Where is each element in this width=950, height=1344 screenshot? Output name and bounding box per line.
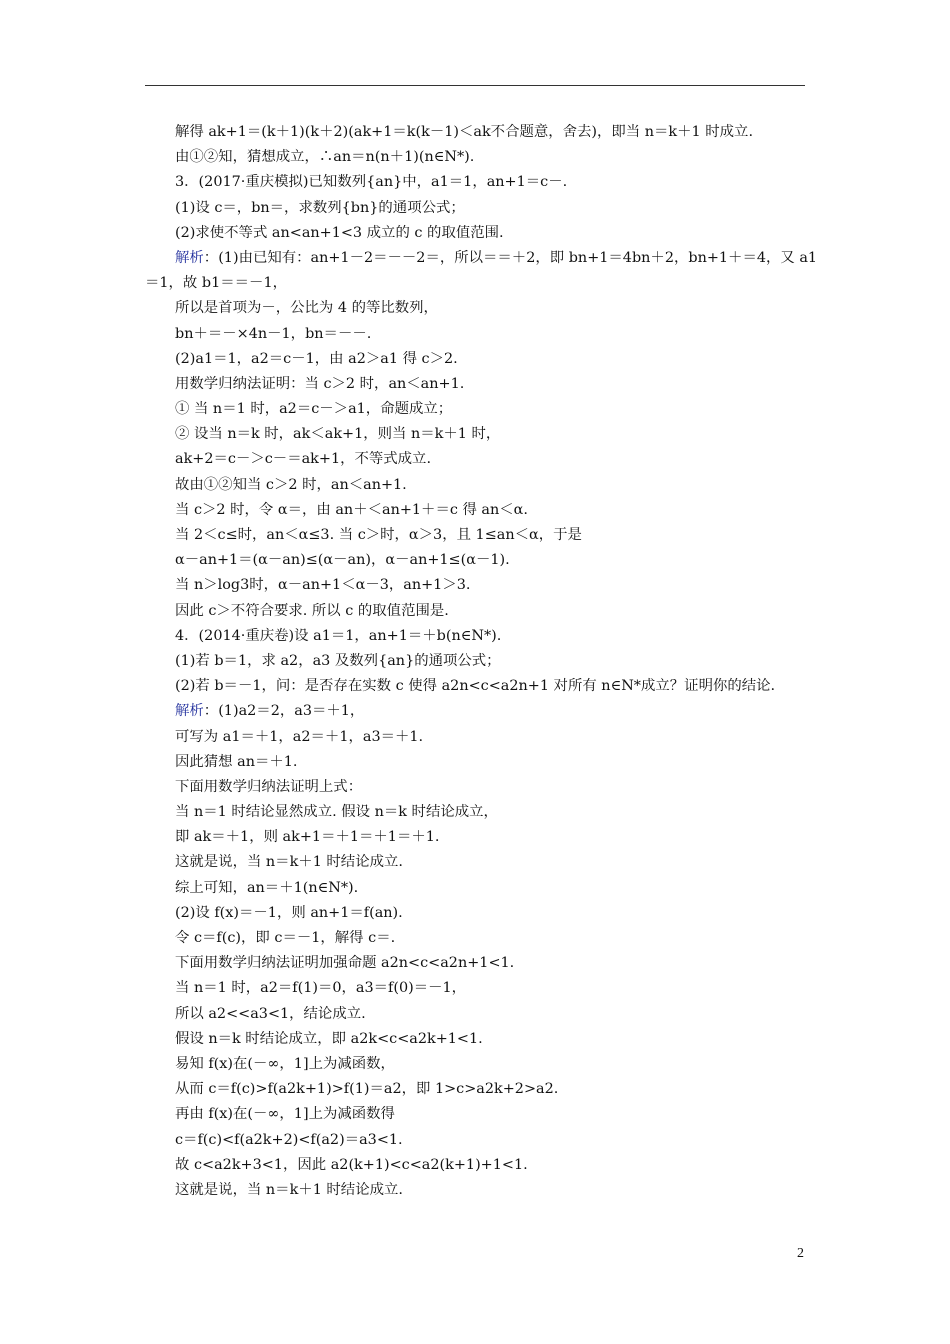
text-line: [145, 372, 807, 397]
text-line: [145, 1178, 807, 1203]
line-text: 当 n＞log3时，α－an+1＜α－3，an+1＞3.: [175, 577, 471, 594]
line-text: 4．(2014·重庆卷)设 a1＝1，an+1＝＋b(n∈N*).: [175, 627, 502, 644]
text-line: [145, 221, 807, 246]
line-text: ① 当 n＝1 时，a2＝c－＞a1，命题成立；: [175, 401, 453, 418]
text-line: [145, 926, 807, 951]
line-text: 易知 f(x)在(－∞，1]上为减函数，: [175, 1055, 395, 1072]
line-text: 即 ak＝＋1，则 ak+1＝＋1＝＋1＝＋1.: [175, 829, 440, 846]
text-line: [145, 447, 807, 472]
text-line: [145, 775, 807, 800]
line-text: (2)a1＝1，a2＝c－1，由 a2＞a1 得 c＞2.: [175, 350, 458, 367]
text-line: [145, 800, 807, 825]
text-line: [145, 271, 807, 296]
line-text: 下面用数学归纳法证明上式：: [175, 778, 363, 795]
text-line: [145, 1002, 807, 1027]
line-text: (2)求使不等式 an<an+1<3 成立的 c 的取值范围.: [175, 224, 504, 241]
line-text: α－an+1＝(α－an)≤(α－an)，α－an+1≤(α－1).: [175, 552, 510, 569]
text-line: [145, 1153, 807, 1178]
text-line: [145, 322, 807, 347]
line-text: 故由①②知当 c＞2 时，an＜an+1.: [175, 476, 407, 493]
solution-label: 解析: [175, 249, 204, 266]
line-text: ：(1)由已知有：an+1－2＝－－2＝，所以＝＝＋2，即 bn+1＝4bn＋2，bn+1＋＝4，又 a1: [203, 249, 818, 266]
document-body: [145, 120, 818, 1203]
text-line: [145, 422, 807, 447]
line-text: ：(1)a2＝2，a3＝＋1，: [203, 703, 365, 720]
text-line: [145, 1102, 807, 1127]
text-line: [145, 246, 818, 271]
text-line: [145, 624, 807, 649]
text-line: [145, 170, 807, 195]
text-line: [145, 901, 807, 926]
line-text: 当 n＝1 时，a2＝f(1)＝0，a3＝f(0)＝－1，: [175, 980, 467, 997]
header-rule: [145, 85, 805, 86]
text-line: [145, 699, 807, 724]
line-text: (1)若 b＝1，求 a2，a3 及数列{an}的通项公式；: [175, 652, 501, 669]
line-text: c＝f(c)<f(a2k+2)<f(a2)＝a3<1.: [175, 1131, 403, 1148]
line-text: 当 2＜c≤时，an＜α≤3. 当 c＞时，α＞3，且 1≤an＜α，于是: [175, 527, 582, 543]
text-line: [145, 120, 807, 145]
page-number: 2: [797, 1246, 804, 1261]
line-text: bn＋＝－×4n－1，bn＝－－.: [175, 325, 372, 342]
text-line: [145, 649, 807, 674]
line-text: 用数学归纳法证明：当 c＞2 时，an＜an+1.: [175, 375, 465, 392]
text-line: [145, 825, 807, 850]
line-text: ② 设当 n＝k 时，ak＜ak+1，则当 n＝k＋1 时，: [175, 426, 501, 443]
text-line: [145, 548, 807, 573]
text-line: [145, 498, 807, 523]
text-line: [145, 674, 807, 699]
line-text: 当 c＞2 时，令 α＝，由 an＋＜an+1＋＝c 得 an＜α.: [175, 501, 528, 518]
text-line: [145, 145, 807, 170]
text-line: [145, 296, 807, 321]
line-text: 令 c＝f(c)，即 c＝－1，解得 c＝.: [175, 930, 396, 946]
text-line: [145, 850, 807, 875]
line-text: 由①②知，猜想成立，∴an＝n(n＋1)(n∈N*).: [175, 149, 475, 166]
text-line: [145, 1077, 807, 1102]
text-line: [145, 573, 807, 598]
line-text: 下面用数学归纳法证明加强命题 a2n<c<a2n+1<1.: [175, 955, 515, 972]
line-text: 因此 c＞不符合要求. 所以 c 的取值范围是.: [175, 602, 449, 619]
line-text: 综上可知，an＝＋1(n∈N*).: [175, 879, 359, 896]
line-text: 再由 f(x)在(－∞，1]上为减函数得: [175, 1106, 395, 1123]
text-line: [145, 473, 807, 498]
line-text: 假设 n＝k 时结论成立，即 a2k<c<a2k+1<1.: [175, 1030, 483, 1047]
line-text: (1)设 c＝，bn＝，求数列{bn}的通项公式；: [175, 199, 465, 216]
text-line: [145, 1027, 807, 1052]
text-line: [145, 951, 807, 976]
text-line: [145, 876, 807, 901]
line-text: 所以是首项为－，公比为 4 的等比数列，: [175, 300, 438, 317]
line-text: 当 n＝1 时结论显然成立. 假设 n＝k 时结论成立，: [175, 804, 498, 821]
line-text: ＝1，故 b1＝＝－1，: [145, 275, 287, 292]
line-text: 这就是说，当 n＝k＋1 时结论成立.: [175, 1181, 403, 1198]
line-text: (2)若 b＝－1，问：是否存在实数 c 使得 a2n<c<a2n+1 对所有 n∈N*成立？证明你的结论.: [175, 678, 776, 695]
text-line: [145, 599, 807, 624]
text-line: [145, 196, 807, 221]
line-text: 3．(2017·重庆模拟)已知数列{an}中，a1＝1，an+1＝c－.: [175, 174, 568, 191]
text-line: [145, 1052, 807, 1077]
line-text: 可写为 a1＝＋1，a2＝＋1，a3＝＋1.: [175, 728, 424, 745]
line-text: 所以 a2<<a3<1，结论成立.: [175, 1005, 366, 1022]
line-text: 解得 ak+1＝(k＋1)(k＋2)(ak+1＝k(k－1)＜ak不合题意，舍去)，即当 n＝k＋1 时成立.: [175, 124, 754, 140]
line-text: 这就是说，当 n＝k＋1 时结论成立.: [175, 854, 403, 871]
text-line: [145, 976, 807, 1001]
line-text: 故 c<a2k+3<1，因此 a2(k+1)<c<a2(k+1)+1<1.: [175, 1156, 528, 1173]
text-line: [145, 523, 807, 548]
line-text: ak+2＝c－＞c－＝ak+1，不等式成立.: [175, 451, 432, 468]
solution-label: 解析: [175, 703, 204, 720]
line-text: (2)设 f(x)＝－1，则 an+1＝f(an).: [175, 904, 403, 921]
text-line: [145, 750, 807, 775]
text-line: [145, 725, 807, 750]
text-line: [145, 1128, 807, 1153]
line-text: 从而 c＝f(c)>f(a2k+1)>f(1)＝a2，即 1>c>a2k+2>a2.: [175, 1081, 559, 1098]
line-text: 因此猜想 an＝＋1.: [175, 753, 298, 770]
text-line: [145, 347, 807, 372]
text-line: [145, 397, 807, 422]
